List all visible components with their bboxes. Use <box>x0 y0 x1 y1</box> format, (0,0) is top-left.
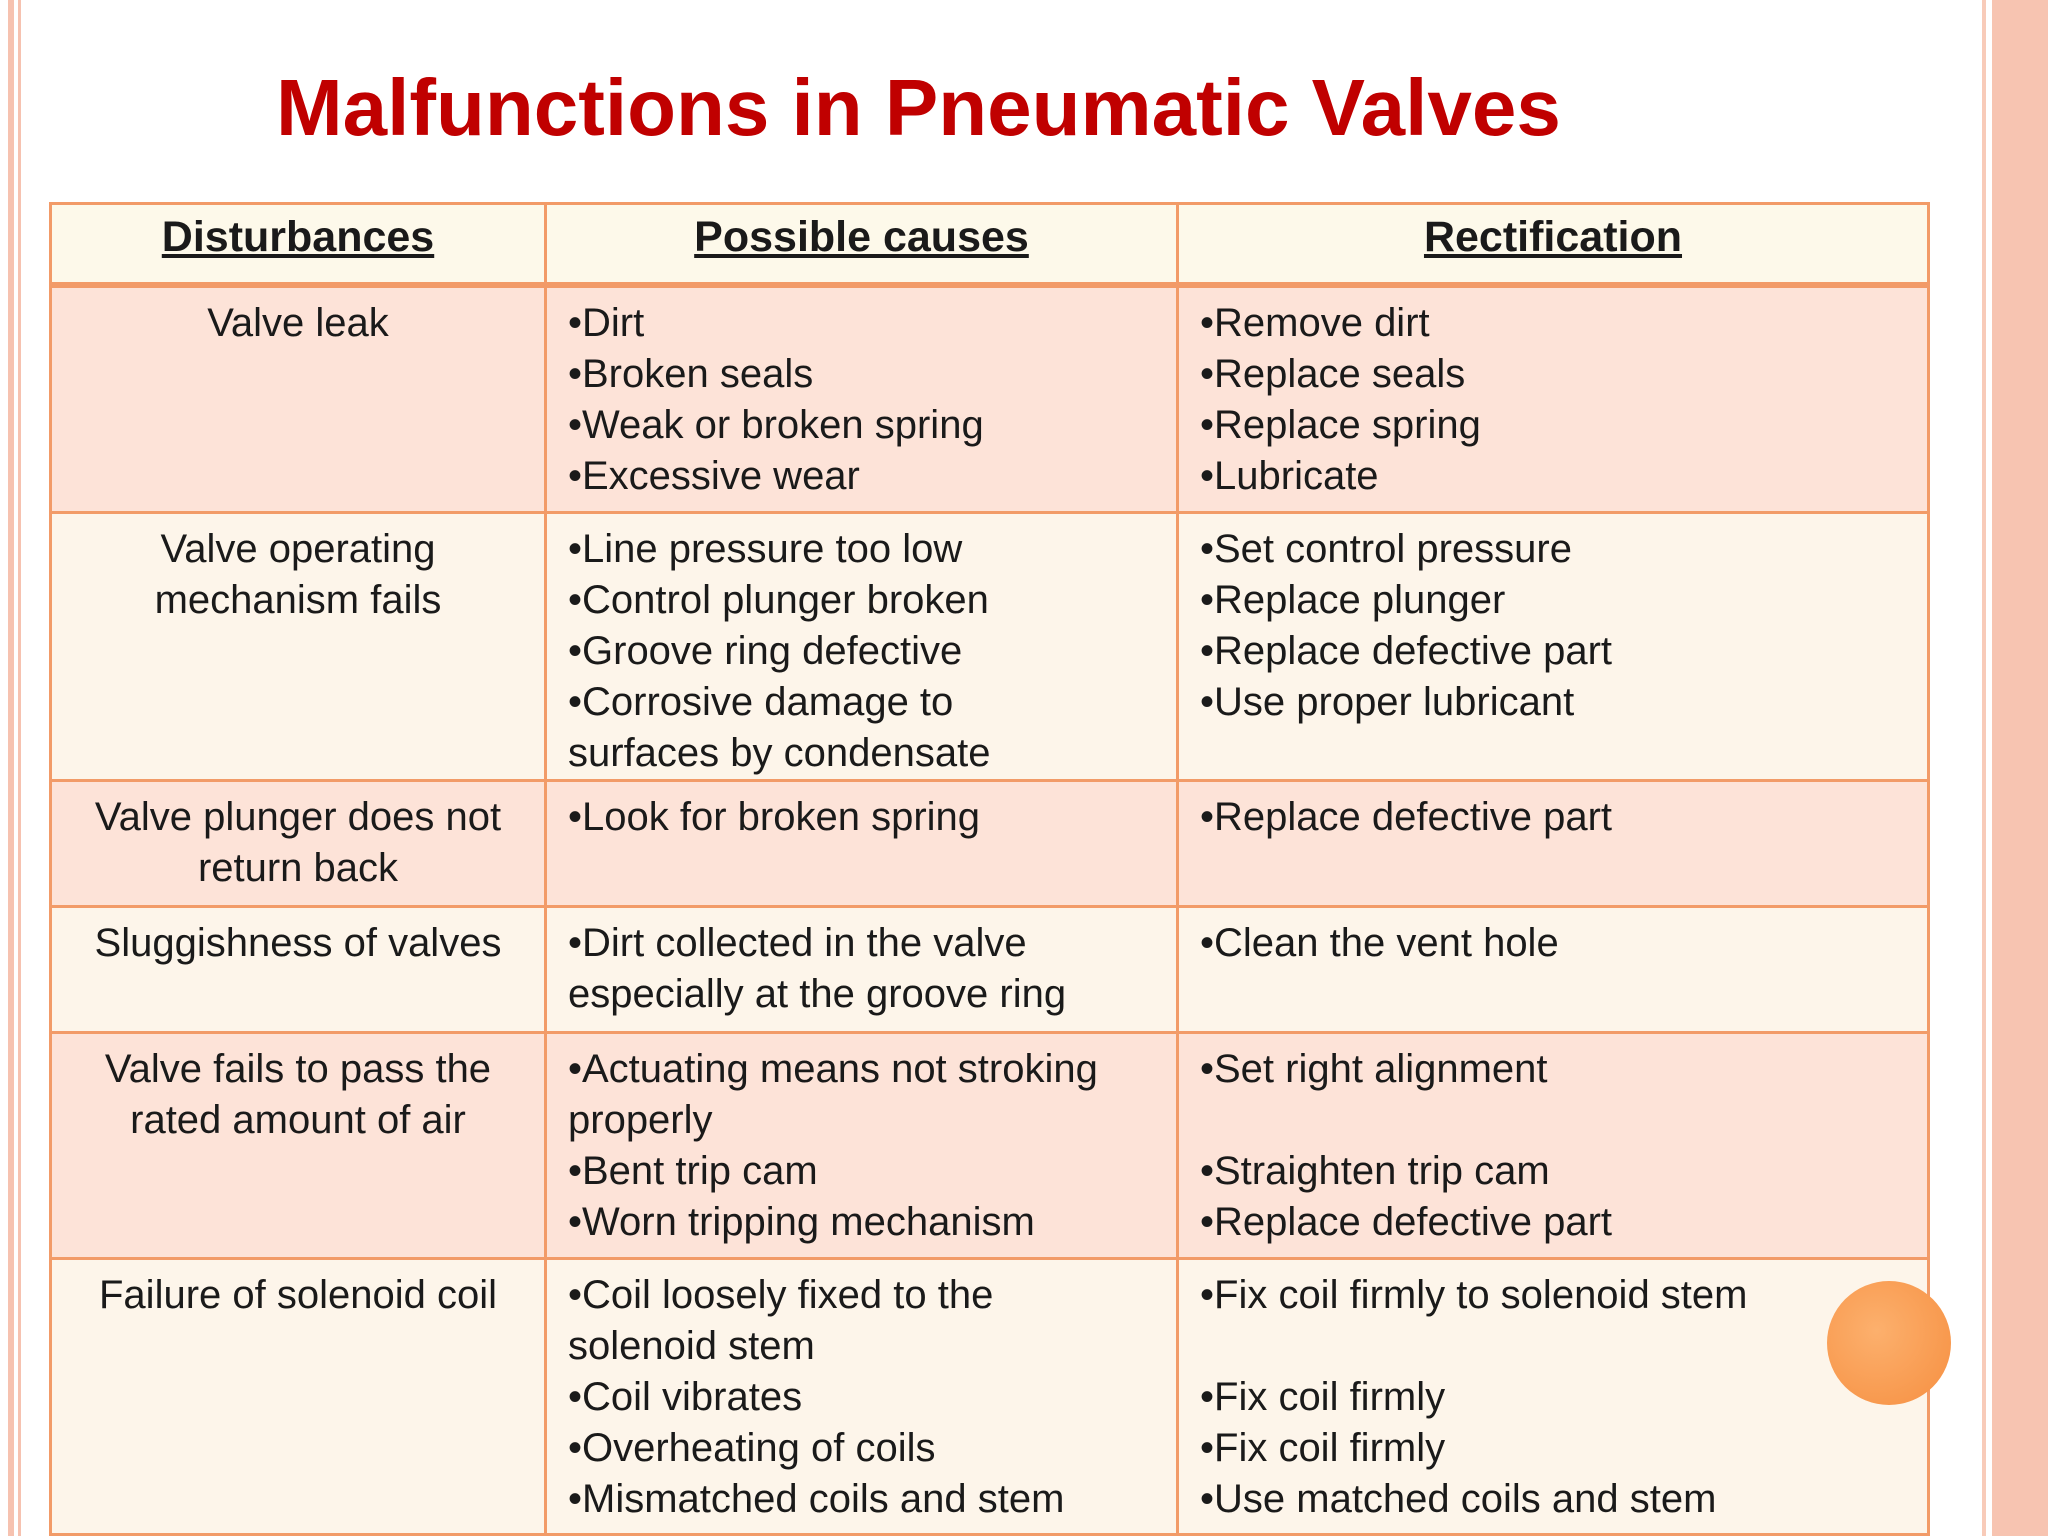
disturbance-cell <box>51 1033 546 1259</box>
table-body <box>51 285 1929 1535</box>
rectification-line: •Use proper lubricant <box>1200 680 1575 724</box>
rectification-cell <box>1178 781 1929 907</box>
rectification-line: •Lubricate <box>1200 454 1379 498</box>
rectification-line: •Set control pressure <box>1200 527 1572 571</box>
left-decorative-rule-thin <box>18 0 21 1536</box>
decorative-circle <box>1827 1281 1951 1405</box>
rectification-line: •Replace defective part <box>1200 795 1613 839</box>
rectification-line: •Replace spring <box>1200 403 1481 447</box>
causes-line: •Coil loosely fixed to the <box>568 1273 994 1317</box>
rectification-line: •Straighten trip cam <box>1200 1149 1550 1193</box>
disturbance-line: Valve fails to pass the <box>104 1047 492 1091</box>
header-disturbances: Disturbances <box>51 204 546 286</box>
disturbance-line: mechanism fails <box>154 578 442 622</box>
causes-line: •Bent trip cam <box>568 1149 818 1193</box>
rectification-cell <box>1178 907 1929 1033</box>
causes-line: •Overheating of coils <box>568 1426 936 1470</box>
table-row <box>51 285 1929 513</box>
rectification-line: •Fix coil firmly <box>1200 1375 1446 1419</box>
causes-line: •Dirt <box>568 301 645 345</box>
disturbance-cell <box>51 1259 546 1535</box>
causes-line: •Control plunger broken <box>568 578 989 622</box>
possible-causes-cell <box>546 513 1178 781</box>
causes-line: •Look for broken spring <box>568 795 981 839</box>
rectification-line: •Fix coil firmly <box>1200 1426 1446 1470</box>
header-rectification: Rectification <box>1178 204 1929 286</box>
disturbance-cell <box>51 513 546 781</box>
causes-line: solenoid stem <box>568 1324 815 1368</box>
rectification-cell <box>1178 1033 1929 1259</box>
rectification-line: •Set right alignment <box>1200 1047 1548 1091</box>
disturbance-cell <box>51 285 546 513</box>
left-decorative-rule <box>8 0 14 1536</box>
causes-line: •Worn tripping mechanism <box>568 1200 1035 1244</box>
table-header-row <box>51 204 1929 286</box>
rectification-cell <box>1178 513 1929 781</box>
disturbance-cell <box>51 781 546 907</box>
causes-line: •Corrosive damage to <box>568 680 954 724</box>
possible-causes-cell <box>546 907 1178 1033</box>
possible-causes-cell <box>546 781 1178 907</box>
disturbance-line: Failure of solenoid coil <box>99 1273 497 1317</box>
rectification-line: •Replace seals <box>1200 352 1466 396</box>
rectification-cell <box>1178 285 1929 513</box>
causes-line: surfaces by condensate <box>568 731 991 775</box>
blank-line <box>1200 1321 1907 1372</box>
possible-causes-cell <box>546 1259 1178 1535</box>
slide-title: Malfunctions in Pneumatic Valves <box>276 63 1561 152</box>
blank-line <box>1200 1095 1907 1146</box>
rectification-line: •Clean the vent hole <box>1200 921 1559 965</box>
rectification-line: •Fix coil firmly to solenoid stem <box>1200 1273 1748 1317</box>
right-decorative-band <box>1992 0 2048 1536</box>
rectification-line: •Replace plunger <box>1200 578 1506 622</box>
causes-line: •Weak or broken spring <box>568 403 984 447</box>
possible-causes-cell <box>546 285 1178 513</box>
disturbance-line: Sluggishness of valves <box>94 921 502 965</box>
malfunctions-table <box>49 202 1930 1536</box>
causes-line: •Actuating means not stroking <box>568 1047 1098 1091</box>
disturbance-line: rated amount of air <box>130 1098 466 1142</box>
possible-causes-cell <box>546 1033 1178 1259</box>
disturbance-cell <box>51 907 546 1033</box>
table-row <box>51 781 1929 907</box>
causes-line: properly <box>568 1098 713 1142</box>
table-row <box>51 907 1929 1033</box>
causes-line: •Broken seals <box>568 352 814 396</box>
rectification-line: •Use matched coils and stem <box>1200 1477 1717 1521</box>
causes-line: •Groove ring defective <box>568 629 963 673</box>
rectification-line: •Replace defective part <box>1200 629 1613 673</box>
causes-line: •Mismatched coils and stem <box>568 1477 1065 1521</box>
disturbance-line: return back <box>197 846 399 890</box>
rectification-line: •Replace defective part <box>1200 1200 1613 1244</box>
disturbance-line: Valve leak <box>207 301 389 345</box>
rectification-line: •Remove dirt <box>1200 301 1430 345</box>
table-row <box>51 1033 1929 1259</box>
causes-line: •Dirt collected in the valve <box>568 921 1027 965</box>
malfunctions-table-container <box>49 202 1927 1536</box>
table-row <box>51 1259 1929 1535</box>
causes-line: especially at the groove ring <box>568 972 1067 1016</box>
causes-line: •Excessive wear <box>568 454 860 498</box>
disturbance-line: Valve plunger does not <box>94 795 502 839</box>
header-possible-causes: Possible causes <box>546 204 1178 286</box>
right-decorative-rule <box>1982 0 1986 1536</box>
table-row <box>51 513 1929 781</box>
disturbance-line: Valve operating <box>160 527 436 571</box>
rectification-cell <box>1178 1259 1929 1535</box>
causes-line: •Coil vibrates <box>568 1375 803 1419</box>
causes-line: •Line pressure too low <box>568 527 963 571</box>
